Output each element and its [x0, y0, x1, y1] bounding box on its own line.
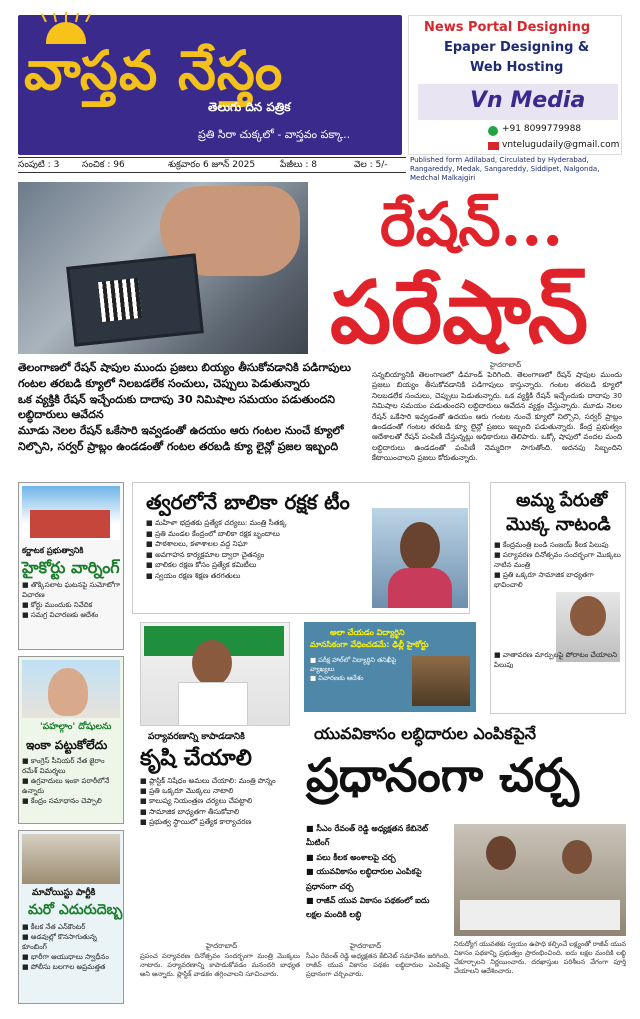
bullet-point: ■ ప్రభుత్వ స్థాయిలో ప్రత్యేక కార్యాచరణ [140, 816, 252, 826]
story-env-headline: కృషి చేయాలి [140, 746, 252, 771]
story-env-kicker: పర్యావరణాన్ని కాపాడడానికి [148, 732, 245, 742]
bullet-point: ■ రాజీవ్ యువ వికాసం పథకంలో ఐదు లక్షల మందికి లబ్ధి [306, 896, 430, 920]
bullet-point: ■ అవగాహన కార్యక్రమాల ద్వారా చైతన్యం [146, 549, 265, 559]
lede-line: గంటల తరబడి క్యూలో నిలబడలేక సంచులు, చెప్పులు పెడుతున్నారు [18, 376, 310, 390]
left-story-2-kicker: 'పహల్గాం' దోషులను [40, 722, 112, 732]
face-shape [400, 522, 440, 572]
story-env-byline: హైదరాబాద్ [206, 942, 238, 950]
story-env-body: ప్రపంచ పర్యావరణ దినోత్సవం సందర్భంగా మంత్రి మొక్కలు నాటారు. పర్యావరణాన్ని కాపాడుకోవడం మనందరి బాధ్యత అని అన్నారు. ప్లాస్టిక్ వాడకం తగ్గించాలని సూచించారు. [140, 952, 300, 978]
shirt-shape [178, 682, 248, 726]
ad-line-2: Epaper Designing & [444, 40, 590, 55]
bullet-point: ■ పలు కీలక అంశాలపై చర్చ [306, 852, 396, 862]
qr-code-icon [98, 278, 142, 322]
issue-info: సంచిక : 96 [82, 160, 125, 170]
ad-brand: Vn Media [470, 88, 586, 113]
ad-email: vntelugudaily@gmail.com [502, 140, 620, 150]
story-balika-headline: త్వరలోనే బాలికా రక్షక టీం [146, 490, 350, 514]
left-story-3-headline: మరో ఎదురుదెబ్బ [28, 902, 123, 918]
lead-lede [18, 360, 368, 455]
sari-shape [388, 568, 452, 608]
highcourt-headline: మానసికంగా వేధించడమే: ఢిల్లీ హైకోర్టు [310, 640, 429, 649]
bullet-point: ■ ప్రతి ఒక్కరూ సామాజిక బాధ్యతగా భావించాలి [494, 571, 594, 589]
bullet-point: ■ కోర్టు ముందుకు నివేదిక [22, 601, 93, 609]
left-story-1-kicker: కర్ణాటక ప్రభుత్వానికి [22, 546, 84, 555]
lead-byline: హైదరాబాద్ [490, 361, 522, 369]
table-shape [460, 900, 620, 930]
lede-line: ఒక వ్యక్తికి రేషన్ ఇచ్చేందుకు దాదాపు 30 నిమిషాల సమయం పడుతుందని లబ్ధిదారులు ఆవేదన [18, 392, 335, 422]
left-story-3-points [22, 922, 122, 972]
story-amma-points [494, 540, 624, 590]
ad-line-3: Web Hosting [470, 60, 564, 75]
issue-info-bar [18, 157, 406, 173]
bullet-point: ■ ప్రతి ఒక్కరూ మొక్కలు నాటాలి [140, 786, 234, 796]
story-cabinet-body-2: నిరుద్యోగ యువతకు స్వయం ఉపాధి కల్పించే లక్ష్యంతో రాజీవ్ యువ వికాసం పథకాన్ని ప్రభుత్వం ప్రారంభించింది. ఐదు లక్షల మందికి లబ్ధి చేకూర్చాలని నిర్ణయించారు. దరఖాస్తుల పరిశీలన వేగంగా పూర్తి చేయాలని ఆదేశించారు. [454, 940, 626, 975]
mail-icon [488, 142, 499, 150]
story-amma-headline-1: అమ్మ పేరుతో [516, 490, 608, 511]
bullet-point: ■ కాంగ్రెస్ సీనియర్ నేత జైరాం రమేశ్ విమర్శలు [22, 757, 105, 775]
left-story-1-headline: హైకోర్టు వార్నింగ్ [22, 558, 120, 577]
bullet-point: ■ ప్లాస్టిక్ నిషేధం అమలు చేయాలి: మంత్రి పొన్నం [140, 776, 276, 785]
face-shape [570, 596, 606, 636]
story-balika-points [146, 518, 376, 582]
bullet-point: ■ ఉగ్రవాదులు ఇంకా పరారీలోనే ఉన్నారు [22, 777, 110, 795]
ad-phone: +91 8099779988 [502, 124, 582, 134]
gavel-photo [412, 656, 470, 706]
bullet-point: ■ పర్యావరణ దినోత్సవం సందర్భంగా మొక్కలు నాటిన మంత్రి [494, 551, 621, 569]
bullet-point: ■ మహిళా భద్రతకు ప్రత్యేక చర్యలు: మంత్రి సీతక్క [146, 518, 287, 527]
ad-line-1: News Portal Designing [424, 20, 591, 35]
volume-info: సంపుటి : 3 [18, 160, 60, 170]
bullet-point: ■ స్వయం రక్షణ శిక్షణ తరగతులు [146, 570, 241, 580]
lede-line: మూడు నెలల రేషన్ ఒకేసారి ఇవ్వడంతో ఉదయం ఆరు గంటల నుంచే క్యూలో నిల్చొని, సర్వర్ ప్రాబ్లం ఉండడంతో గంటల తరబడి క్యూ లైన్లో ప్రజల ఇబ్బంది [18, 424, 344, 453]
face-shape [192, 640, 232, 686]
bullet-point: ■ కాలుష్య నియంత్రణ చర్యలు చేపట్టాలి [140, 796, 253, 806]
publication-info: Published form Adilabad, Circulated by Hyderabad, Rangareddy, Medak, Sangareddy, Siddipet, Nalgonda, Medchal Malkajgiri [410, 156, 600, 182]
lede-line: తెలంగాణలో రేషన్ షాపుల ముందు ప్రజలు బియ్యం తీసుకోవడానికి పడిగాపులు [18, 361, 351, 374]
lead-headline-1: రేషన్... [380, 190, 564, 260]
date-info: శుక్రవారం 6 జూన్ 2025 [168, 160, 256, 170]
bullet-point: ■ వాతావరణ మార్పులపై పోరాటం చేయాలని పిలుపు [494, 651, 617, 669]
masthead-tagline: ప్రతి సిరా చుక్కలో - వాస్తవం పక్కా.. [198, 128, 351, 141]
story-cabinet-byline: హైదరాబాద్ [350, 942, 382, 950]
face-shape [486, 836, 516, 870]
story-amma-headline-2: మొక్క నాటండి [506, 514, 611, 535]
bullet-point: ■ అడవుల్లో కొనసాగుతున్న కూంబింగ్ [22, 933, 97, 951]
bullet-point: ■ సీఎం రేవంత్ రెడ్డి అధ్యక్షతన కేబినెట్ మీటింగ్ [306, 824, 429, 848]
sun-rays-icon [40, 12, 92, 22]
whatsapp-icon [488, 126, 498, 136]
bullet-point: ■ పరీక్ష హాల్‌లో విద్యార్థిని తనిఖీపై వ్యాఖ్యలు [310, 656, 397, 673]
highcourt-points [310, 656, 410, 683]
story-cabinet-headline: ప్రధానంగా చర్చ [306, 748, 580, 802]
face-shape [562, 840, 592, 874]
story-env-points [140, 776, 302, 827]
bullet-point: ■ విచారణకు ఆదేశం [310, 674, 364, 682]
bullet-point: ■ కీలక నేత ఎన్‌కౌంటర్ [22, 923, 86, 931]
highcourt-kicker: అలా చేయడం విద్యార్థిని [330, 628, 405, 637]
bullet-point: ■ కేంద్రం సమాధానం చెప్పాలి [22, 797, 102, 805]
left-story-2-headline: ఇంకా పట్టుకోలేదు [26, 738, 108, 752]
story-cabinet-body-1: సీఎం రేవంత్ రెడ్డి అధ్యక్షతన కేబినెట్ సమావేశం జరిగింది. రాజీవ్ యువ వికాసం పథకం లబ్ధిదారుల ఎంపికపై ప్రధానంగా చర్చించారు. [306, 952, 450, 978]
lead-body: సన్నబియ్యానికి తెలంగాణలో డిమాండ్ పెరిగింది. తెలంగాణలో రేషన్ షాపుల ముందు ప్రజలు బియ్యం తీసుకోవడానికి పడిగాపులు కాస్తున్నారు. గంటల తరబడి క్యూలో నిలబడలేక సంచులు, చెప్పులు పెడుతున్నారు. ఒక వ్యక్తికి రేషన్ ఇచ్చేందుకు దాదాపు 30 నిమిషాల సమయం పడుతుందని లబ్ధిదారులు ఆవేదన వ్యక్తం చేస్తున్నారు. మూడు నెలల రేషన్ ఒకేసారి ఇవ్వడంతో ఉదయం ఆరు గంటల నుంచే క్యూలో నిల్చొని, సర్వర్ ప్రాబ్లం ఉండడంతో గంటల తరబడి క్యూ లైన్లో ప్రజలు ఇబ్బంది పడుతున్నారు. కేంద్ర ప్రభుత్వం ఆదేశాలతో రేషన్ పంపిణీ చేస్తున్నట్లు అధికారులు తెలిపారు. ఒక్కో షాపులో వందల మంది లబ్ధిదారులు ఉండడంతో పంపిణీ నెమ్మదిగా సాగుతోంది. అదనపు సిబ్బందిని కేటాయించాలని ప్రజలు కోరుతున్నారు. [372, 370, 622, 463]
face-shape [48, 668, 88, 716]
building-shape [30, 510, 110, 538]
price-info: వెల : 5/- [354, 160, 388, 170]
left-story-1-points [22, 580, 122, 620]
left-story-2-points [22, 756, 122, 806]
masthead-title: వాస్తవ నేస్తం [24, 38, 284, 102]
bullet-point: ■ పోలీసు బలగాల అప్రమత్తత [22, 963, 106, 971]
story-cabinet-points [306, 822, 446, 923]
bullet-point: ■ బాలికల రక్షణ కోసం ప్రత్యేక కమిటీలు [146, 560, 257, 570]
bullet-point: ■ తొక్కిసలాట ఘటనపై సుమోటోగా విచారణ [22, 581, 121, 599]
bullet-point: ■ ప్రతి మండల కేంద్రంలో బాలికా రక్షక బృందాలు [146, 528, 280, 538]
left-story-3-kicker: మావోయిస్టు పార్టీకి [32, 888, 96, 898]
lead-headline-2: పరేషాన్ [330, 262, 589, 363]
bullet-point: ■ యువవికాసం లబ్ధిదారుల ఎంపికపై ప్రధానంగా చర్చ [306, 867, 422, 891]
bullet-point: ■ భారీగా ఆయుధాలు స్వాధీనం [22, 953, 109, 961]
pages-info: పేజీలు : 8 [280, 160, 317, 170]
maoist-photo [22, 834, 120, 884]
bullet-point: ■ కేంద్రమంత్రి బండి సంజయ్ కీలక పిలుపు [494, 541, 609, 549]
bullet-point: ■ సామాజిక బాధ్యతగా తీసుకోవాలి [140, 806, 240, 816]
bullet-point: ■ సమగ్ర విచారణకు ఆదేశం [22, 611, 99, 619]
masthead-subtitle: తెలుగు దిన పత్రిక [208, 100, 291, 114]
story-amma-points-2 [494, 650, 624, 670]
story-cabinet-kicker: యువవికాసం లబ్ధిదారుల ఎంపికపైనే [314, 724, 536, 743]
bullet-point: ■ పాఠశాలలు, కళాశాలల వద్ద నిఘా [146, 539, 248, 549]
